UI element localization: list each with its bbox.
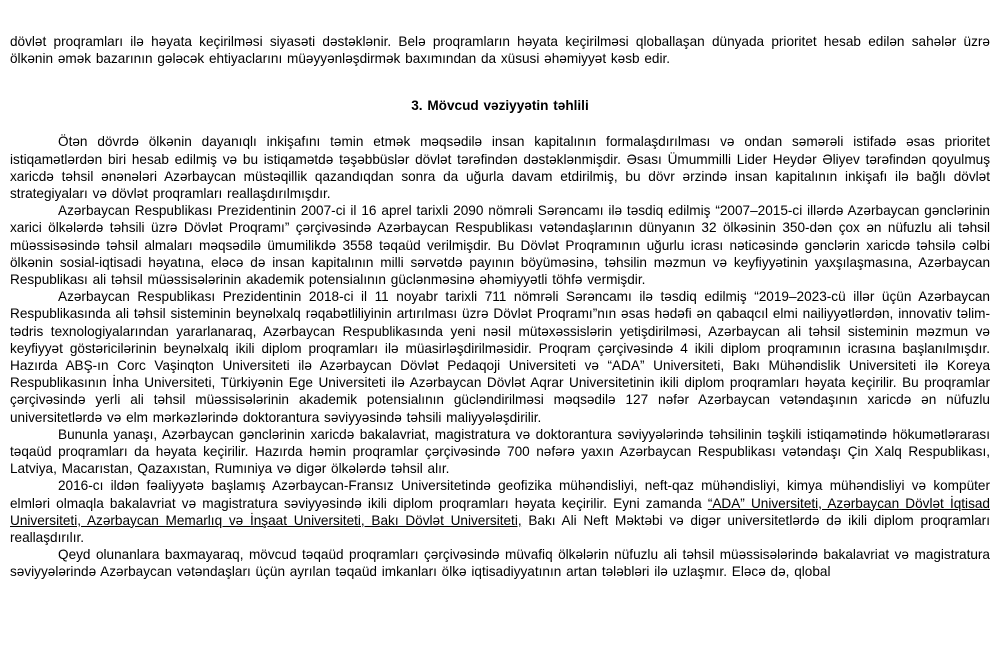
underlined-universities-list: “ADA” Universiteti, Azərbaycan Dövlət İqtisad Universiteti, Azərbaycan Memarlıq və İnşaat Universiteti, Bakı Dövlət Universiteti, [10,495,990,528]
paragraph-state-program-2019: Azərbaycan Respublikası Prezidentinin 2018-ci il 11 noyabr tarixli 711 nömrəli Sərəncamı ilə təsdiq edilmiş “2019–2023-cü illər üçün Azərbaycan Respublikasında ali təhsil sisteminin beynəlxalq rəqabətliliyinin artırılması üzrə Dövlət Proqramı”nın əsas hədəfi ən qabaqcıl elmi nailiyyətlərdən, innovativ təlim-tədris texnologiyalarından yararlanaraq, Azərbaycan Respublikasında yeni nəsil mütəxəssislərin yetişdirilməsi, Azərbaycan ali təhsil sisteminin məzmun və keyfiyyət göstəricilərinin beynəlxalq ikili diplom proqramları ilə müasirləşdirilməsidir. Proqram çərçivəsində 4 ikili diplom proqramının icrasına başlanılmışdır. Hazırda ABŞ-ın Corc Vaşinqton Universiteti ilə Azərbaycan Dövlət Pedaqoji Universiteti və “ADA” Universiteti, Bakı Mühəndislik Universiteti ilə Koreya Respublikasının İnha Universiteti, Türkiyənin Ege Universiteti ilə Azərbaycan Dövlət Aqrar Universitetinin ikili diplom proqramları həyata keçirilir. Bu proqramlar çərçivəsində yerli ali təhsil müəssisələrinin akademik potensialının gücləndirilməsi məqsədilə 127 nəfər Azərbaycan vətəndaşının xaricdə ən nüfuzlu universitetlərdə və elm mərkəzlərində doktorantura səviyyəsində təhsili maliyyələşdirilir. [10,289,990,425]
paragraph-universities-before: 2016-cı ildən fəaliyyətə başlamış Azərbaycan-Fransız Universitetində geofizika mühəndisliyi, neft-qaz mühəndisliyi, kimya mühəndisliyi və kompüter elmləri olmaqla bakalavriat və magistratura səviyyəsində ikili diplom proqramları həyata keçirilir. Eyni zamanda [10,478,990,511]
section-heading: 3. Mövcud vəziyyətin təhlili [411,98,589,114]
paragraph-intro: dövlət proqramları ilə həyata keçirilməsi siyasəti dəstəklənir. Belə proqramların həyata keçirilməsi qloballaşan dünyada prioritet hesab edilən sahələr üzrə ölkənin əmək bazarının gələcək ehtiyaclarını müəyyənləşdirmək baxımından da xüsusi əhəmiyyət kəsb edir. [10,34,990,67]
paragraph-closing: Qeyd olunanlara baxmayaraq, mövcud təqaüd proqramları çərçivəsində müvafiq ölkələrin nüfuzlu ali təhsil müəssisələrində bakalavriat və magistratura səviyyələrində Azərbaycan vətəndaşları üçün ayrılan təqaüd imkanları ölkə iqtisadiyyatının artan tələbləri ilə uzlaşmır. Eləcə də, qlobal [10,547,990,580]
paragraph-intergov-scholarships: Bununla yanaşı, Azərbaycan gənclərinin xaricdə bakalavriat, magistratura və doktorantura səviyyələrində təhsilinin təşkili istiqamətində hökumətlərarası təqaüd proqramları da həyata keçirilir. Hazırda həmin proqramlar çərçivəsində 700 nəfərə yaxın Azərbaycan Respublikası vətəndaşı Çin Xalq Respublikası, Latviya, Macarıstan, Qazaxıstan, Rumıniya və digər ölkələrdə təhsil alır. [10,426,990,477]
paragraph-dual-diploma-universities [10,477,990,546]
paragraph-human-capital: Ötən dövrdə ölkənin dayanıqlı inkişafını təmin etmək məqsədilə insan kapitalının formalaşdırılması və ondan səmərəli istifadə əsas prioritet istiqamətlərdən biri hesab edilmiş və bu istiqamətdə təşəbbüslər dövlət tərəfindən dəstəklənmişdir. Əsası Ümummilli Lider Heydər Əliyev tərəfindən qoyulmuş xaricdə təhsil ənənələri Azərbaycan müstəqillik qazandıqdan sonra da uğurla davam etdirilmiş, bu dövr ərzində insan kapitalının inkişafı ilə bağlı dövlət strategiyaları və dövlət proqramları reallaşdırılmışdır. [10,134,990,202]
paragraph-state-program-2007: Azərbaycan Respublikası Prezidentinin 2007-ci il 16 aprel tarixli 2090 nömrəli Sərəncamı ilə təsdiq edilmiş “2007–2015-ci illərdə Azərbaycan gənclərinin xarici ölkələrdə təhsili üzrə Dövlət Proqramı” çərçivəsində Azərbaycan Respublikası vətəndaşlarının dünyanın 32 ölkəsinin 350-dən çox ən nüfuzlu ali təhsil müəssisəsində təhsil almaları məqsədilə ümumilikdə 3558 təqaüd verilmişdir. Bu Dövlət Proqramının uğurlu icrası nəticəsində gənclərin xaricdə təhsilə cəlbi ölkənin sosial-iqtisadi həyatına, eləcə də insan kapitalının milli sərvətdə payının böyüməsinə, təhsilin məzmun və keyfiyyətinin yaxşılaşmasına, Azərbaycan Respublikası ali təhsil müəssisələrinin akademik potensialının güclənməsinə əhəmiyyətli töhfə vermişdir. [10,203,990,288]
paragraph-universities-after: Bakı Ali Neft Məktəbi və digər universitetlərdə də ikili diplom proqramları reallaşdırılır. [10,512,990,546]
